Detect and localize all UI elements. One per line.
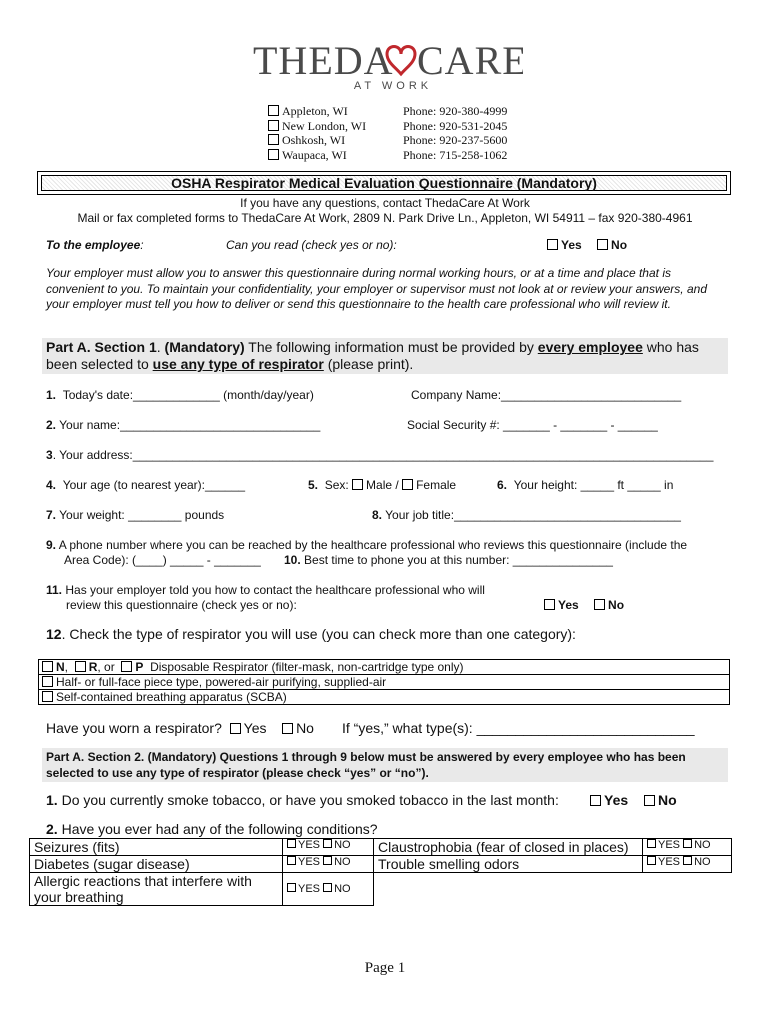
location-city: New London, WI bbox=[282, 118, 367, 133]
s2-q1-options: Yes No bbox=[590, 792, 677, 808]
yes-checkbox[interactable] bbox=[647, 839, 656, 848]
ssn-field[interactable]: Social Security #: _______ - _______ - ______ bbox=[407, 418, 658, 432]
logo-text-left: THEDA bbox=[253, 40, 394, 83]
q8-job-title[interactable]: 8. Your job title:__________________________________ bbox=[372, 508, 681, 522]
can-read-question: Can you read (check yes or no): bbox=[226, 238, 397, 252]
condition-row bbox=[30, 856, 732, 873]
condition-smelling: Trouble smelling odors bbox=[374, 856, 643, 873]
yes-checkbox[interactable] bbox=[287, 839, 296, 848]
q11-no-checkbox[interactable] bbox=[594, 599, 605, 610]
location-checkbox[interactable] bbox=[268, 120, 279, 131]
q1-date[interactable]: 1. Today's date:_____________ (month/day/year) bbox=[46, 388, 314, 402]
q5-sex: 5. Sex: Male / Female bbox=[308, 478, 457, 492]
worn-respirator-question: Have you worn a respirator? Yes No bbox=[46, 720, 314, 736]
location-row bbox=[268, 148, 366, 163]
mail-line: Mail or fax completed forms to ThedaCare At Work, 2809 N. Park Drive Ln., Appleton, WI 54911 – fax 920-380-4961 bbox=[77, 211, 693, 225]
locations-list bbox=[268, 104, 366, 162]
contact-line: If you have any questions, contact ThedaCare At Work bbox=[240, 196, 530, 210]
can-read-yes-checkbox[interactable] bbox=[547, 239, 558, 250]
condition-seizures: Seizures (fits) bbox=[30, 839, 283, 856]
condition-yes-no: YES NO bbox=[283, 856, 374, 873]
condition-row bbox=[30, 873, 732, 906]
logo-subtext: AT WORK bbox=[353, 80, 433, 90]
condition-yes-no: YES NO bbox=[643, 839, 732, 856]
q11-contact: 11. Has your employer told you how to contact the healthcare professional who will bbox=[46, 583, 485, 597]
phones-list bbox=[403, 104, 507, 162]
condition-diabetes: Diabetes (sugar disease) bbox=[30, 856, 283, 873]
intro-paragraph: Your employer must allow you to answer this questionnaire during normal working hours, or at a time and place that is convenient to you. To maintain your confidentiality, your employer or supervisor must not look at or review your answers, and your employer must tell you how to deliver or send this questionnaire to the health care professional who will review it. bbox=[46, 266, 707, 311]
location-checkbox[interactable] bbox=[268, 149, 279, 160]
yes-checkbox[interactable] bbox=[647, 856, 656, 865]
location-phone: Phone: 920-380-4999 bbox=[403, 104, 508, 118]
q10-best-time[interactable]: 10. Best time to phone you at this number: _______________ bbox=[284, 553, 613, 567]
condition-allergic: Allergic reactions that interfere with your breathing bbox=[30, 873, 283, 906]
q11-yes-checkbox[interactable] bbox=[544, 599, 555, 610]
respirator-row-scba: Self-contained breathing apparatus (SCBA) bbox=[39, 690, 730, 705]
location-phone: Phone: 715-258-1062 bbox=[403, 147, 508, 162]
q9-area-code[interactable]: Area Code): (____) _____ - _______ bbox=[64, 553, 261, 567]
form-title: OSHA Respirator Medical Evaluation Questionnaire (Mandatory) bbox=[171, 175, 597, 191]
yes-checkbox[interactable] bbox=[287, 883, 296, 892]
q2-name[interactable]: 2. Your name:______________________________ bbox=[46, 418, 321, 432]
scba-checkbox[interactable] bbox=[42, 691, 53, 702]
no-checkbox[interactable] bbox=[323, 839, 332, 848]
condition-claustrophobia: Claustrophobia (fear of closed in places) bbox=[374, 839, 643, 856]
thedacare-logo bbox=[253, 40, 523, 90]
location-phone: Phone: 920-237-5600 bbox=[403, 133, 508, 147]
part-a-section-1-heading: Part A. Section 1. (Mandatory) The following information must be provided by every employee who has been selected to use any type of respirator (please print). bbox=[42, 338, 728, 374]
page-number: Page 1 bbox=[364, 960, 406, 976]
yes-label: Yes bbox=[561, 238, 582, 252]
male-checkbox[interactable] bbox=[352, 479, 363, 490]
logo-text-right: CARE bbox=[417, 40, 523, 83]
s2-q1-smoke: 1. Do you currently smoke tobacco, or have you smoked tobacco in the last month: bbox=[46, 792, 559, 808]
smoke-yes-checkbox[interactable] bbox=[590, 795, 601, 806]
no-checkbox[interactable] bbox=[683, 839, 692, 848]
location-city: Appleton, WI bbox=[282, 104, 348, 118]
company-name[interactable]: Company Name:___________________________ bbox=[411, 388, 682, 402]
yes-checkbox[interactable] bbox=[287, 856, 296, 865]
q11-review: review this questionnaire (check yes or no): bbox=[66, 598, 297, 612]
respirator-row-half-face: Half- or full-face piece type, powered-air purifying, supplied-air bbox=[39, 675, 730, 690]
worn-yes-checkbox[interactable] bbox=[230, 723, 241, 734]
q4-age[interactable]: 4. Your age (to nearest year):______ bbox=[46, 478, 246, 492]
condition-row bbox=[30, 839, 732, 856]
q3-address[interactable]: 3. Your address:_______________________________________________________________________________________ bbox=[46, 448, 714, 462]
location-checkbox[interactable] bbox=[268, 134, 279, 145]
respirator-row-disposable: N, R, or P Disposable Respirator (filter-mask, non-cartridge type only) bbox=[39, 660, 730, 675]
location-row bbox=[268, 104, 366, 119]
worn-type-field[interactable]: If “yes,” what type(s): ____________________________ bbox=[342, 720, 695, 736]
condition-yes-no: YES NO bbox=[283, 839, 374, 856]
q9-phone[interactable]: 9. A phone number where you can be reached by the healthcare professional who reviews this questionnaire (include the bbox=[46, 538, 688, 552]
form-title-box bbox=[37, 171, 731, 195]
half-face-checkbox[interactable] bbox=[42, 676, 53, 687]
can-read-no-checkbox[interactable] bbox=[597, 239, 608, 250]
q12-type: 12. Check the type of respirator you will use (you can check more than one category): bbox=[46, 626, 576, 642]
condition-yes-no: YES NO bbox=[643, 856, 732, 873]
respirator-type-table bbox=[38, 659, 730, 705]
q6-height[interactable]: 6. Your height: _____ ft _____ in bbox=[497, 478, 674, 492]
q11-options: Yes No bbox=[544, 598, 624, 612]
p-checkbox[interactable] bbox=[121, 661, 132, 672]
no-checkbox[interactable] bbox=[323, 883, 332, 892]
part-a-section-2-heading: Part A. Section 2. (Mandatory) Questions 1 through 9 below must be answered by every employee who has been selected to use any type of respirator (please check “yes” or “no”). bbox=[42, 748, 728, 782]
location-row bbox=[268, 119, 366, 134]
no-label: No bbox=[611, 238, 628, 252]
conditions-table bbox=[29, 838, 732, 906]
location-checkbox[interactable] bbox=[268, 105, 279, 116]
worn-no-checkbox[interactable] bbox=[282, 723, 293, 734]
location-city: Waupaca, WI bbox=[282, 147, 347, 162]
can-read-options bbox=[547, 238, 627, 252]
female-checkbox[interactable] bbox=[402, 479, 413, 490]
no-checkbox[interactable] bbox=[323, 856, 332, 865]
s2-q2-conditions: 2. Have you ever had any of the following conditions? bbox=[46, 821, 378, 837]
location-row bbox=[268, 133, 366, 148]
q7-weight[interactable]: 7. Your weight: ________ pounds bbox=[46, 508, 225, 522]
no-checkbox[interactable] bbox=[683, 856, 692, 865]
smoke-no-checkbox[interactable] bbox=[644, 795, 655, 806]
n-checkbox[interactable] bbox=[42, 661, 53, 672]
location-city: Oshkosh, WI bbox=[282, 133, 346, 147]
location-phone: Phone: 920-531-2045 bbox=[403, 118, 508, 133]
condition-yes-no: YES NO bbox=[283, 873, 374, 906]
to-employee-label: To the employee: bbox=[46, 238, 144, 252]
r-checkbox[interactable] bbox=[75, 661, 86, 672]
